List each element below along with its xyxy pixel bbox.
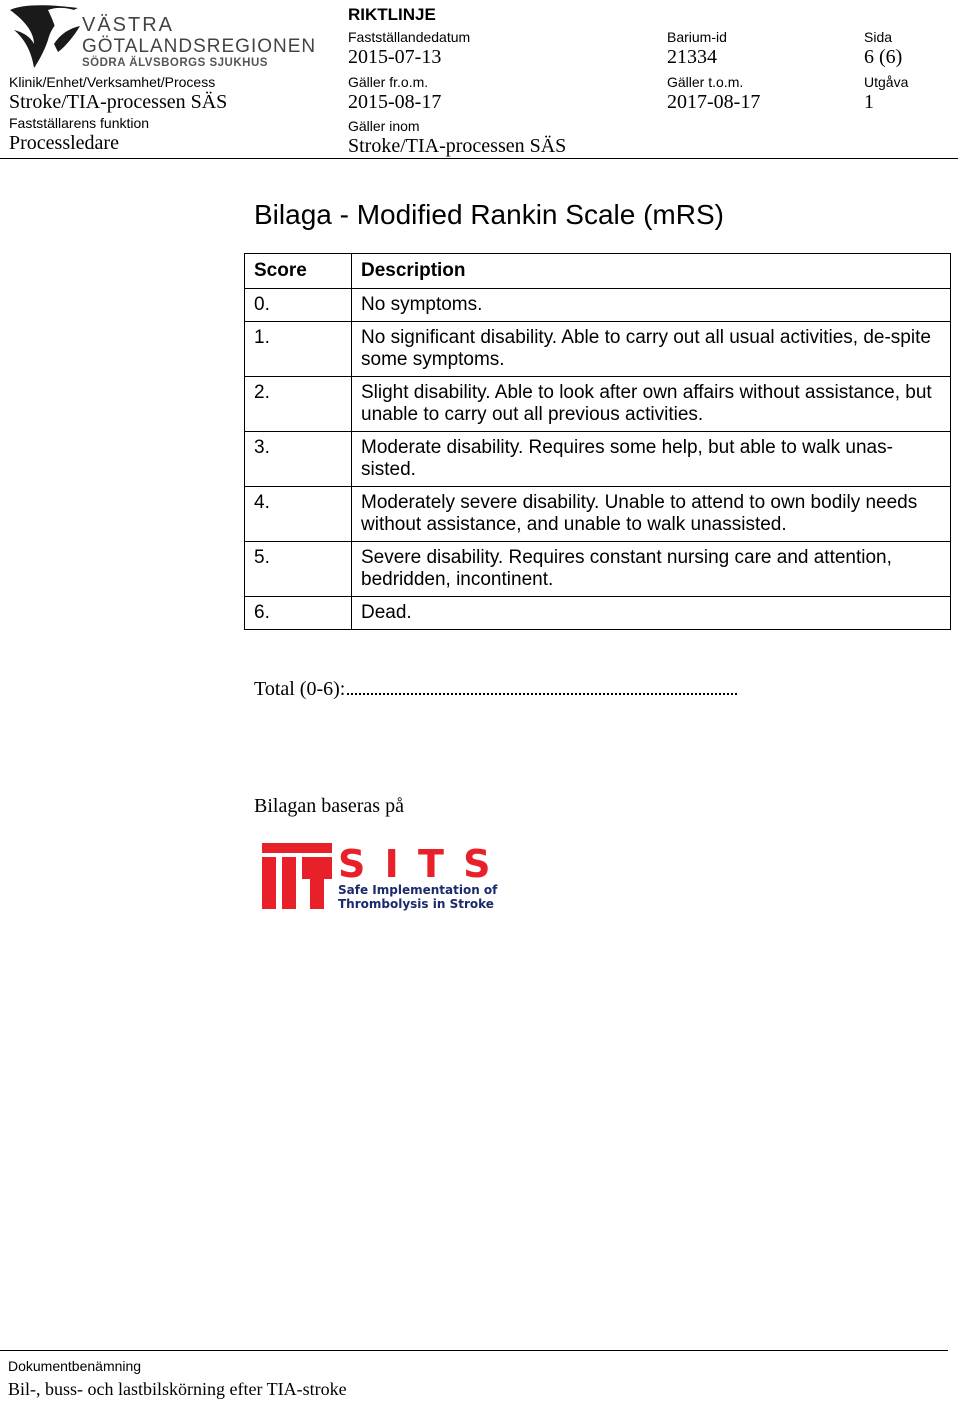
- score-cell: 3.: [245, 432, 352, 487]
- table-row: [245, 432, 951, 487]
- sits-emblem-icon: [262, 843, 332, 909]
- score-column-header: Score: [245, 254, 352, 289]
- approved-date-value: 2015-07-13: [348, 46, 442, 68]
- description-cell: Moderately severe disability. Unable to attend to own bodily needs without assistance, and unable to walk unassisted.: [352, 487, 951, 542]
- page-title: Bilaga - Modified Rankin Scale (mRS): [254, 199, 724, 230]
- description-cell: Dead.: [352, 597, 951, 630]
- total-line: [254, 678, 737, 701]
- page-label: Sida: [864, 29, 893, 45]
- total-fill-in-line[interactable]: [347, 689, 737, 695]
- description-cell: Slight disability. Able to look after own affairs without assistance, but unable to carry out all previous activities.: [352, 377, 951, 432]
- barium-id-value: 21334: [667, 46, 717, 68]
- sits-logo: [262, 842, 498, 913]
- header-divider: [0, 158, 958, 159]
- score-cell: 0.: [245, 289, 352, 322]
- logo-line-1: VÄSTRA: [82, 14, 175, 36]
- description-column-header: Description: [352, 254, 951, 289]
- table-row: [245, 377, 951, 432]
- description-cell: Moderate disability. Requires some help, but able to walk unas-sisted.: [352, 432, 951, 487]
- table-row: [245, 289, 951, 322]
- function-label: Fastställarens funktion: [9, 115, 150, 131]
- description-cell: No symptoms.: [352, 289, 951, 322]
- table-row: [245, 322, 951, 377]
- valid-to-value: 2017-08-17: [667, 91, 761, 113]
- sits-tagline-2: Thrombolysis in Stroke: [338, 897, 494, 911]
- page-value: 6 (6): [864, 46, 903, 68]
- sits-tagline-1: Safe Implementation of: [338, 883, 498, 897]
- sits-letters: S I T S: [338, 842, 494, 886]
- approved-date-label: Fastställandedatum: [348, 29, 471, 45]
- total-label: Total (0-6):: [254, 678, 346, 700]
- edition-label: Utgåva: [864, 74, 909, 90]
- document-name-value: Bil-, buss- och lastbilskörning efter TIA-stroke: [8, 1379, 347, 1399]
- description-cell: No significant disability. Able to carry out all usual activities, de-spite some symptoms.: [352, 322, 951, 377]
- valid-from-label: Gäller fr.o.m.: [348, 74, 429, 90]
- description-cell: Severe disability. Requires constant nursing care and attention, bedridden, incontinent.: [352, 542, 951, 597]
- vastra-gotalandsregionen-logo: [8, 4, 318, 72]
- score-cell: 6.: [245, 597, 352, 630]
- vgr-emblem-icon: [10, 5, 80, 68]
- unit-label: Klinik/Enhet/Verksamhet/Process: [9, 74, 216, 90]
- edition-value: 1: [864, 91, 874, 113]
- valid-within-label: Gäller inom: [348, 118, 420, 134]
- based-on-text: Bilagan baseras på: [254, 795, 404, 817]
- logo-line-2: GÖTALANDSREGIONEN: [82, 36, 317, 57]
- table-row: [245, 487, 951, 542]
- table-row: [245, 597, 951, 630]
- score-cell: 1.: [245, 322, 352, 377]
- valid-within-value: Stroke/TIA-processen SÄS: [348, 135, 567, 157]
- valid-to-label: Gäller t.o.m.: [667, 74, 744, 90]
- barium-id-label: Barium-id: [667, 29, 727, 45]
- valid-from-value: 2015-08-17: [348, 91, 442, 113]
- mrs-table: [244, 253, 951, 630]
- table-row: [245, 542, 951, 597]
- function-value: Processledare: [9, 132, 119, 154]
- score-cell: 5.: [245, 542, 352, 597]
- table-header-row: [245, 254, 951, 289]
- score-cell: 2.: [245, 377, 352, 432]
- logo-line-3: SÖDRA ÄLVSBORGS SJUKHUS: [82, 57, 268, 69]
- document-type: RIKTLINJE: [348, 5, 436, 24]
- score-cell: 4.: [245, 487, 352, 542]
- unit-value: Stroke/TIA-processen SÄS: [9, 91, 228, 113]
- document-name-label: Dokumentbenämning: [8, 1358, 142, 1374]
- footer-divider: [0, 1350, 948, 1351]
